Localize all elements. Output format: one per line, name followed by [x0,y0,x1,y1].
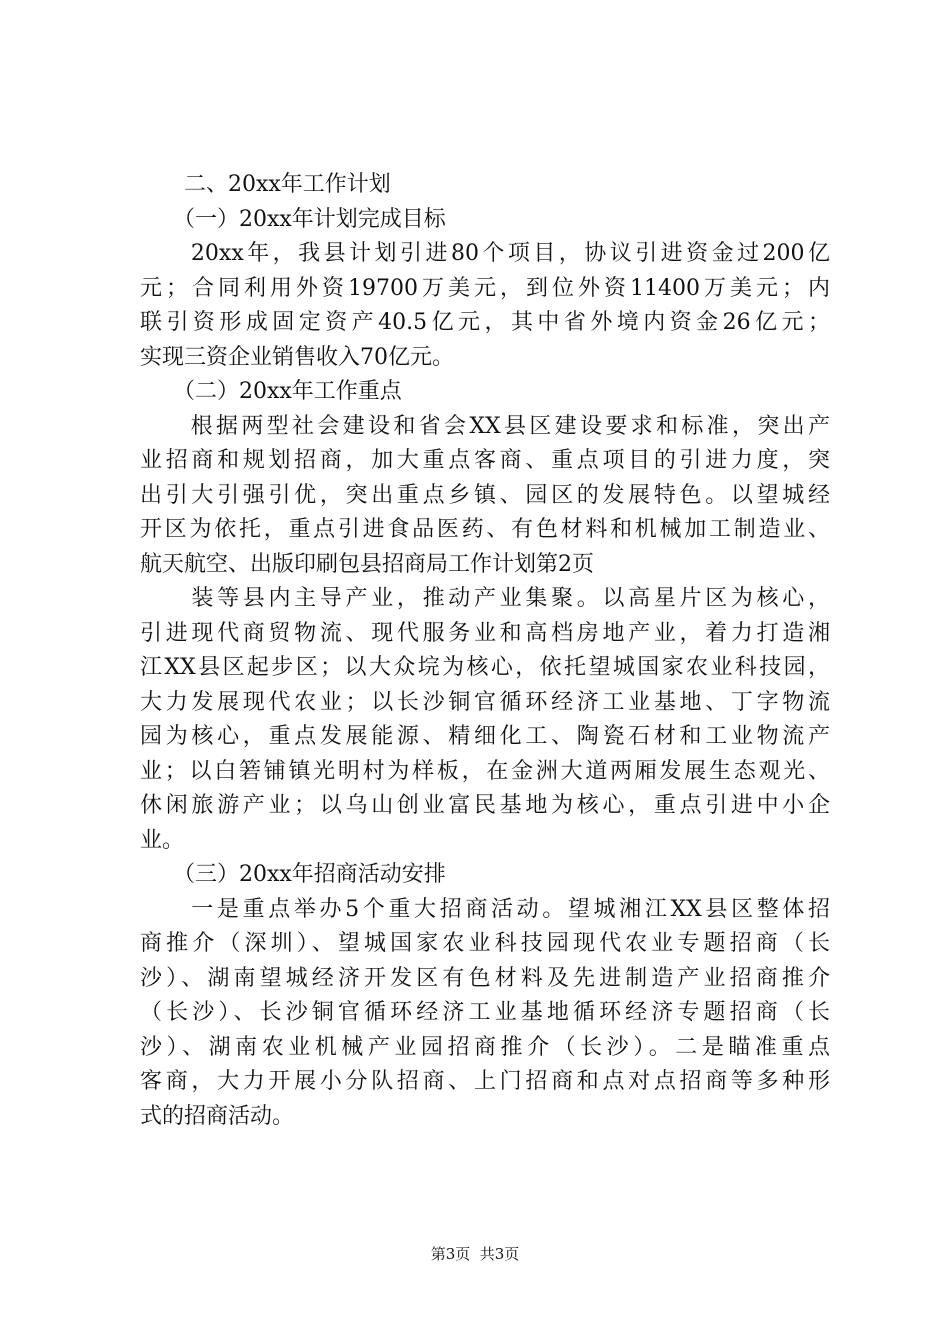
paragraph-line: 休闲旅游产业；以乌山创业富民基地为核心，重点引进中小企 [140,793,830,818]
paragraph-line: 客商，大力开展小分队招商、上门招商和点对点招商等多种形 [140,1069,830,1094]
paragraph-line: 一是重点举办5个重大招商活动。望城湘江XX县区整体招 [140,896,830,922]
paragraph-line: （长沙）、长沙铜官循环经济工业基地循环经济专题招商（长 [140,1000,830,1025]
paragraph-line: 根据两型社会建设和省会XX县区建设要求和标准，突出产 [140,413,830,439]
paragraph-line: 业。 [140,827,185,853]
paragraph-line: 沙）、湖南望城经济开发区有色材料及先进制造产业招商推介 [140,965,830,991]
page-number-footer: 第3页 共3页 [430,1245,520,1263]
paragraph-line: 联引资形成固定资产40.5亿元，其中省外境内资金26亿元； [140,310,830,335]
paragraph-line: 开区为依托，重点引进食品医药、有色材料和机械加工制造业、 [140,517,830,542]
paragraph-line: 实现三资企业销售收入70亿元。 [140,344,454,370]
subsection-heading: （三）20xx年招商活动安排 [140,862,446,887]
paragraph-line: 式的招商活动。 [140,1103,295,1129]
paragraph-line: 业；以白箬铺镇光明村为样板，在金洲大道两厢发展生态观光、 [140,758,830,784]
paragraph-line: 园为核心，重点发展能源、精细化工、陶瓷石材和工业物流产 [140,724,830,749]
document-body [140,168,830,1134]
paragraph-line: 江XX县区起步区；以大众垸为核心，依托望城国家农业科技园， [140,655,830,680]
paragraph-line: 大力发展现代农业；以长沙铜官循环经济工业基地、丁字物流 [140,689,830,715]
paragraph-line: 装等县内主导产业，推动产业集聚。以高星片区为核心， [140,586,830,611]
paragraph-line: 航天航空、出版印刷包县招商局工作计划第2页 [140,551,594,577]
section-heading: 二、20xx年工作计划 [140,172,391,197]
paragraph-line: 引进现代商贸物流、现代服务业和高档房地产业，着力打造湘 [140,620,830,646]
paragraph-line: 20xx年，我县计划引进80个项目，协议引进资金过200亿 [140,241,830,266]
paragraph-line: 沙）、湖南农业机械产业园招商推介（长沙）。二是瞄准重点 [140,1034,830,1060]
paragraph-line: 业招商和规划招商，加大重点客商、重点项目的引进力度，突 [140,448,830,473]
subsection-heading: （二）20xx年工作重点 [140,379,402,404]
paragraph-line: 出引大引强引优，突出重点乡镇、园区的发展特色。以望城经 [140,482,830,508]
subsection-heading: （一）20xx年计划完成目标 [140,206,446,232]
paragraph-line: 商推介（深圳）、望城国家农业科技园现代农业专题招商（长 [140,931,830,956]
paragraph-line: 元；合同利用外资19700万美元，到位外资11400万美元；内 [140,275,830,301]
